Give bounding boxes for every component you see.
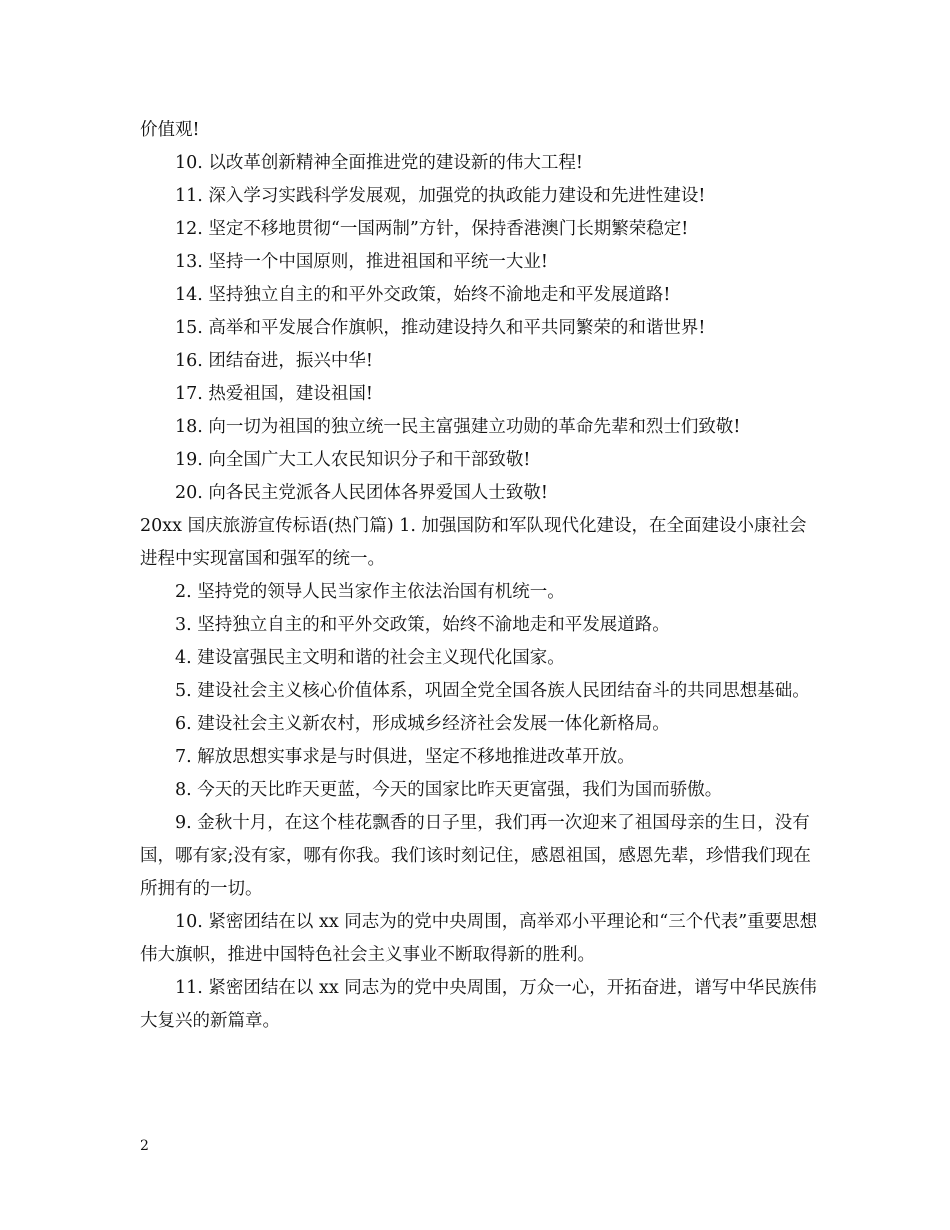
slogan-item: 4. 建设富强民主文明和谐的社会主义现代化国家。 xyxy=(175,648,565,668)
document-body xyxy=(140,114,820,1038)
slogan-item: 13. 坚持一个中国原则，推进祖国和平统一大业! xyxy=(175,252,548,272)
slogan-item: 20. 向各民主党派各人民团体各界爱国人士致敬! xyxy=(175,483,548,503)
slogan-item: 2. 坚持党的领导人民当家作主依法治国有机统一。 xyxy=(175,582,565,602)
slogan-item: 3. 坚持独立自主的和平外交政策，始终不渝地走和平发展道路。 xyxy=(175,615,670,635)
slogan-item: 8. 今天的天比昨天更蓝，今天的国家比昨天更富强，我们为国而骄傲。 xyxy=(175,780,723,800)
slogan-item: 16. 团结奋进，振兴中华! xyxy=(175,351,373,371)
slogan-item: 19. 向全国广大工人农民知识分子和干部致敬! xyxy=(175,450,531,470)
section-heading-paragraph: 20xx 国庆旅游宣传标语(热门篇) 1. 加强国防和军队现代化建设，在全面建设小康社会进程中实现富国和强军的统一。 xyxy=(140,516,807,569)
slogan-item: 10. 以改革创新精神全面推进党的建设新的伟大工程! xyxy=(175,153,583,173)
slogan-item: 5. 建设社会主义核心价值体系，巩固全党全国各族人民团结奋斗的共同思想基础。 xyxy=(175,681,810,701)
slogan-item: 9. 金秋十月，在这个桂花飘香的日子里，我们再一次迎来了祖国母亲的生日，没有国，哪有家;没有家，哪有你我。我们该时刻记住，感恩祖国，感恩先辈，珍惜我们现在所拥有的一切。 xyxy=(140,813,811,899)
slogan-item: 11. 深入学习实践科学发展观，加强党的执政能力建设和先进性建设! xyxy=(175,186,706,206)
slogan-item: 10. 紧密团结在以 xx 同志为的党中央周围，高举邓小平理论和“三个代表”重要思想伟大旗帜，推进中国特色社会主义事业不断取得新的胜利。 xyxy=(140,912,818,965)
slogan-item: 15. 高举和平发展合作旗帜，推动建设持久和平共同繁荣的和谐世界! xyxy=(175,318,706,338)
slogan-item: 7. 解放思想实事求是与时俱进，坚定不移地推进改革开放。 xyxy=(175,747,635,767)
page-number: 2 xyxy=(140,1138,149,1154)
slogan-item: 11. 紧密团结在以 xx 同志为的党中央周围，万众一心，开拓奋进，谱写中华民族伟大复兴的新篇章。 xyxy=(140,978,817,1031)
paragraph: 价值观! xyxy=(140,120,200,140)
slogan-item: 17. 热爱祖国，建设祖国! xyxy=(175,384,373,404)
slogan-item: 12. 坚定不移地贯彻“一国两制”方针，保持香港澳门长期繁荣稳定! xyxy=(175,219,689,239)
slogan-item: 18. 向一切为祖国的独立统一民主富强建立功勋的革命先辈和烈士们致敬! xyxy=(175,417,741,437)
slogan-item: 14. 坚持独立自主的和平外交政策，始终不渝地走和平发展道路! xyxy=(175,285,671,305)
slogan-item: 6. 建设社会主义新农村，形成城乡经济社会发展一体化新格局。 xyxy=(175,714,670,734)
